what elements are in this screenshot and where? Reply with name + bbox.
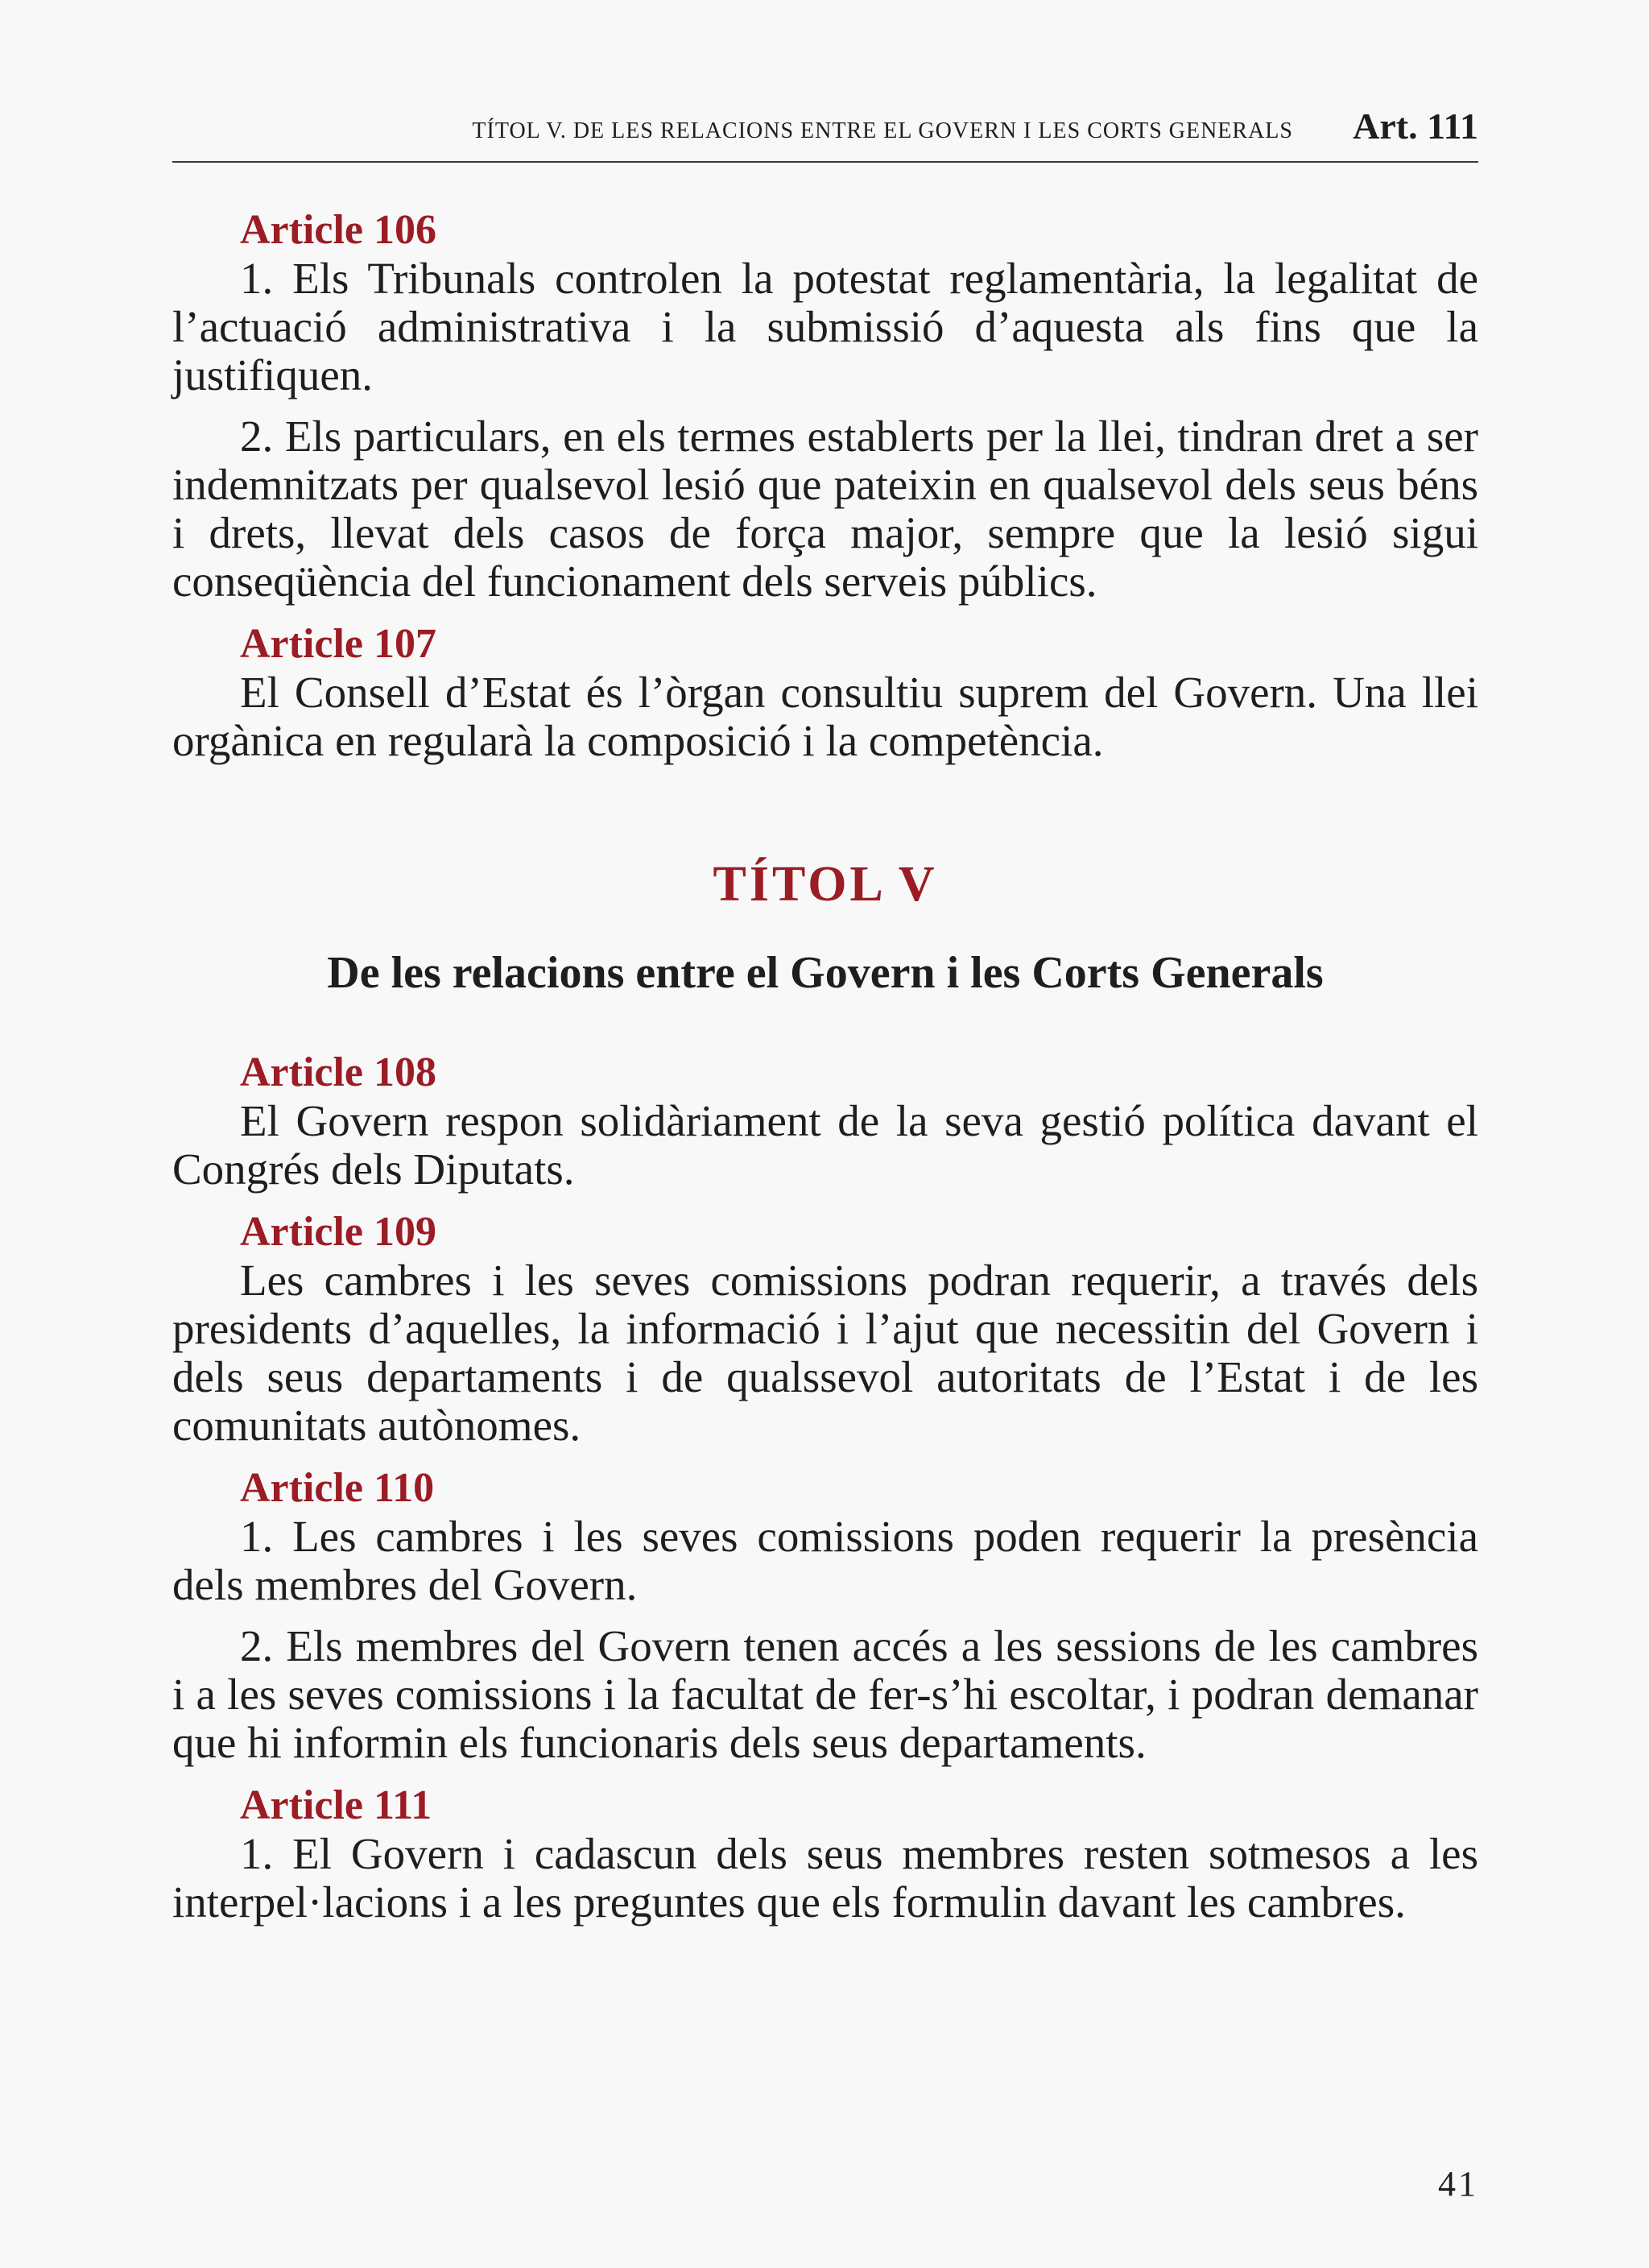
article-title: Article 107	[240, 621, 437, 667]
article-title: Article 106	[240, 207, 437, 253]
article-109	[172, 1208, 1478, 1450]
article-title: Article 108	[240, 1049, 437, 1095]
titol-heading: TÍTOL V	[713, 857, 938, 912]
article-106	[172, 206, 1478, 606]
article-paragraph: 2. Els membres del Govern tenen accés a les sessions de les cambres i a les seves comissions i la facultat de fer-s’hi escoltar, i podran demanar que hi informin els funcionaris dels seus departaments.	[172, 1621, 1478, 1767]
running-head-article-ref: Art. 111	[1353, 106, 1478, 147]
page-body	[172, 206, 1478, 1927]
titol-heading-block	[172, 855, 1478, 999]
article-107	[172, 620, 1478, 765]
article-111	[172, 1782, 1478, 1927]
titol-subheading: De les relacions entre el Govern i les Corts Generals	[327, 948, 1324, 998]
running-head	[172, 105, 1478, 163]
article-title: Article 110	[240, 1465, 435, 1511]
article-paragraph: El Govern respon solidàriament de la seva gestió política davant el Congrés dels Diputats.	[172, 1096, 1478, 1194]
page-number: 41	[1438, 2164, 1478, 2204]
article-110	[172, 1464, 1478, 1767]
article-paragraph: 2. Els particulars, en els termes establerts per la llei, tindran dret a ser indemnitzats per qualsevol lesió que pateixin en qualsevol dels seus béns i drets, llevat dels casos de força major, sempre que la lesió sigui conseqüència del funcionament dels serveis públics.	[172, 412, 1478, 606]
article-paragraph: 1. El Govern i cadascun dels seus membres resten sotmesos a les interpel·lacions i a les preguntes que els formulin davant les cambres.	[172, 1829, 1478, 1927]
article-title: Article 111	[240, 1782, 432, 1828]
running-head-title: TÍTOL V. DE LES RELACIONS ENTRE EL GOVERN I LES CORTS GENERALS	[472, 118, 1293, 143]
article-title: Article 109	[240, 1209, 437, 1255]
article-paragraph: El Consell d’Estat és l’òrgan consultiu suprem del Govern. Una llei orgànica en regularà la composició i la competència.	[172, 668, 1478, 765]
article-paragraph: Les cambres i les seves comissions podran requerir, a través dels presidents d’aquelles, la informació i l’ajut que necessitin del Govern i dels seus departaments i de qualssevol autoritats de l’Estat i de les comunitats autònomes.	[172, 1256, 1478, 1450]
article-paragraph: 1. Les cambres i les seves comissions poden requerir la presència dels membres del Govern.	[172, 1512, 1478, 1609]
article-paragraph: 1. Els Tribunals controlen la potestat reglamentària, la legalitat de l’actuació administrativa i la submissió d’aquesta als fins que la justifiquen.	[172, 254, 1478, 399]
article-108	[172, 1049, 1478, 1194]
